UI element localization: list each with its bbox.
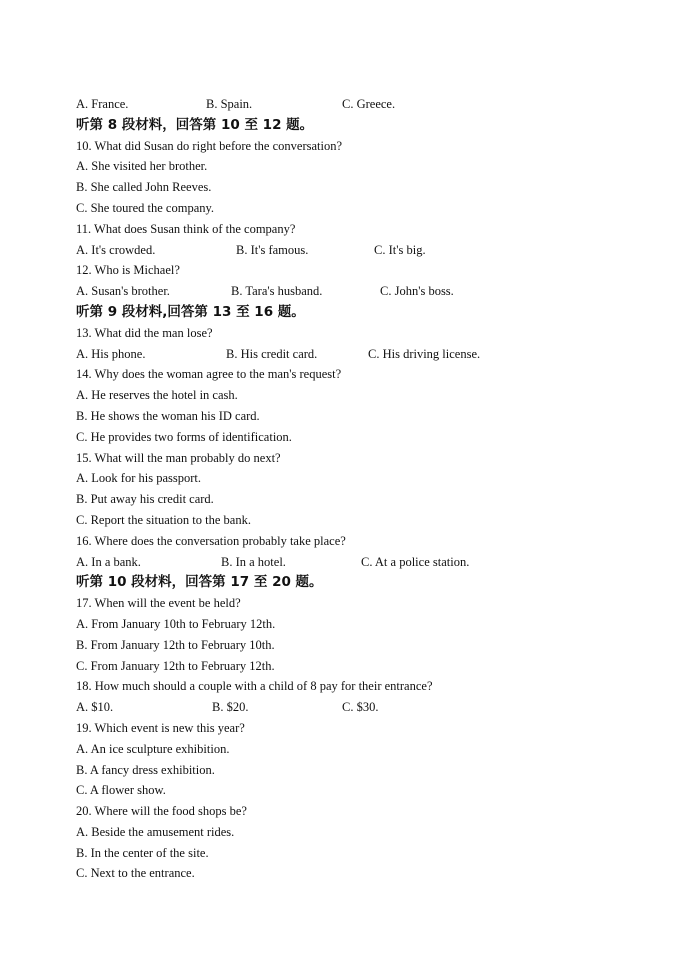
answer-option: A. Susan's brother.: [76, 284, 170, 299]
answer-option: C. From January 12th to February 12th.: [76, 658, 275, 673]
answer-options-row: [76, 344, 636, 365]
answer-option: B. Spain.: [206, 97, 253, 111]
section-header: 听第 9 段材料,回答第 13 至 16 题。: [76, 303, 305, 320]
answer-options-row: [76, 281, 636, 302]
answer-option: C. At a police station.: [361, 554, 470, 569]
answer-option: B. His credit card.: [226, 346, 318, 361]
answer-option: B. A fancy dress exhibition.: [76, 762, 215, 777]
answer-option: C. His driving license.: [368, 346, 481, 361]
question-text: 11. What does Susan think of the company?: [76, 221, 296, 236]
question-text: 20. Where will the food shops be?: [76, 804, 247, 819]
answer-option: C. He provides two forms of identification.: [76, 429, 292, 444]
answer-option: B. It's famous.: [236, 242, 309, 257]
answer-option: C. Next to the entrance.: [76, 866, 195, 881]
answer-option: B. From January 12th to February 10th.: [76, 637, 275, 652]
answer-option: A. Look for his passport.: [76, 471, 201, 486]
exam-page: [76, 94, 636, 884]
question-text: 12. Who is Michael?: [76, 263, 180, 278]
answer-option: C. It's big.: [374, 242, 426, 257]
answer-option: C. John's boss.: [380, 284, 454, 299]
question-text: 18. How much should a couple with a child of 8 pay for their entrance?: [76, 679, 433, 694]
question-text: 17. When will the event be held?: [76, 596, 241, 611]
question-text: 16. Where does the conversation probably take place?: [76, 533, 346, 548]
answer-option: A. It's crowded.: [76, 242, 156, 257]
answer-option: A. France.: [76, 97, 129, 111]
answer-options-row: [76, 697, 636, 718]
answer-option: C. Report the situation to the bank.: [76, 512, 251, 527]
answer-option: A. His phone.: [76, 346, 146, 361]
answer-option: B. In the center of the site.: [76, 845, 209, 860]
answer-options-row: [76, 94, 636, 115]
question-text: 14. Why does the woman agree to the man's request?: [76, 367, 342, 382]
answer-option: B. Put away his credit card.: [76, 492, 214, 507]
answer-option: B. $20.: [212, 700, 249, 715]
answer-option: B. She called John Reeves.: [76, 180, 212, 195]
answer-option: A. From January 10th to February 12th.: [76, 616, 276, 631]
answer-option: B. In a hotel.: [221, 554, 286, 569]
answer-option: A. Beside the amusement rides.: [76, 824, 235, 839]
answer-option: A. In a bank.: [76, 554, 141, 569]
question-text: 15. What will the man probably do next?: [76, 450, 281, 465]
answer-option: A. An ice sculpture exhibition.: [76, 741, 230, 756]
answer-option: C. Greece.: [342, 97, 396, 111]
answer-option: B. He shows the woman his ID card.: [76, 408, 260, 423]
answer-option: C. She toured the company.: [76, 200, 215, 215]
answer-option: A. $10.: [76, 700, 114, 715]
section-header: 听第 8 段材料，回答第 10 至 12 题。: [76, 116, 314, 133]
question-text: 10. What did Susan do right before the conversation?: [76, 138, 343, 153]
answer-options-row: [76, 240, 636, 261]
section-header: 听第 10 段材料，回答第 17 至 20 题。: [76, 574, 323, 591]
question-text: 13. What did the man lose?: [76, 325, 213, 340]
answer-option: C. $30.: [342, 700, 379, 715]
answer-options-row: [76, 552, 636, 573]
answer-option: A. She visited her brother.: [76, 159, 208, 174]
answer-option: C. A flower show.: [76, 783, 166, 798]
answer-option: B. Tara's husband.: [231, 284, 323, 299]
answer-option: A. He reserves the hotel in cash.: [76, 388, 238, 403]
question-text: 19. Which event is new this year?: [76, 720, 245, 735]
